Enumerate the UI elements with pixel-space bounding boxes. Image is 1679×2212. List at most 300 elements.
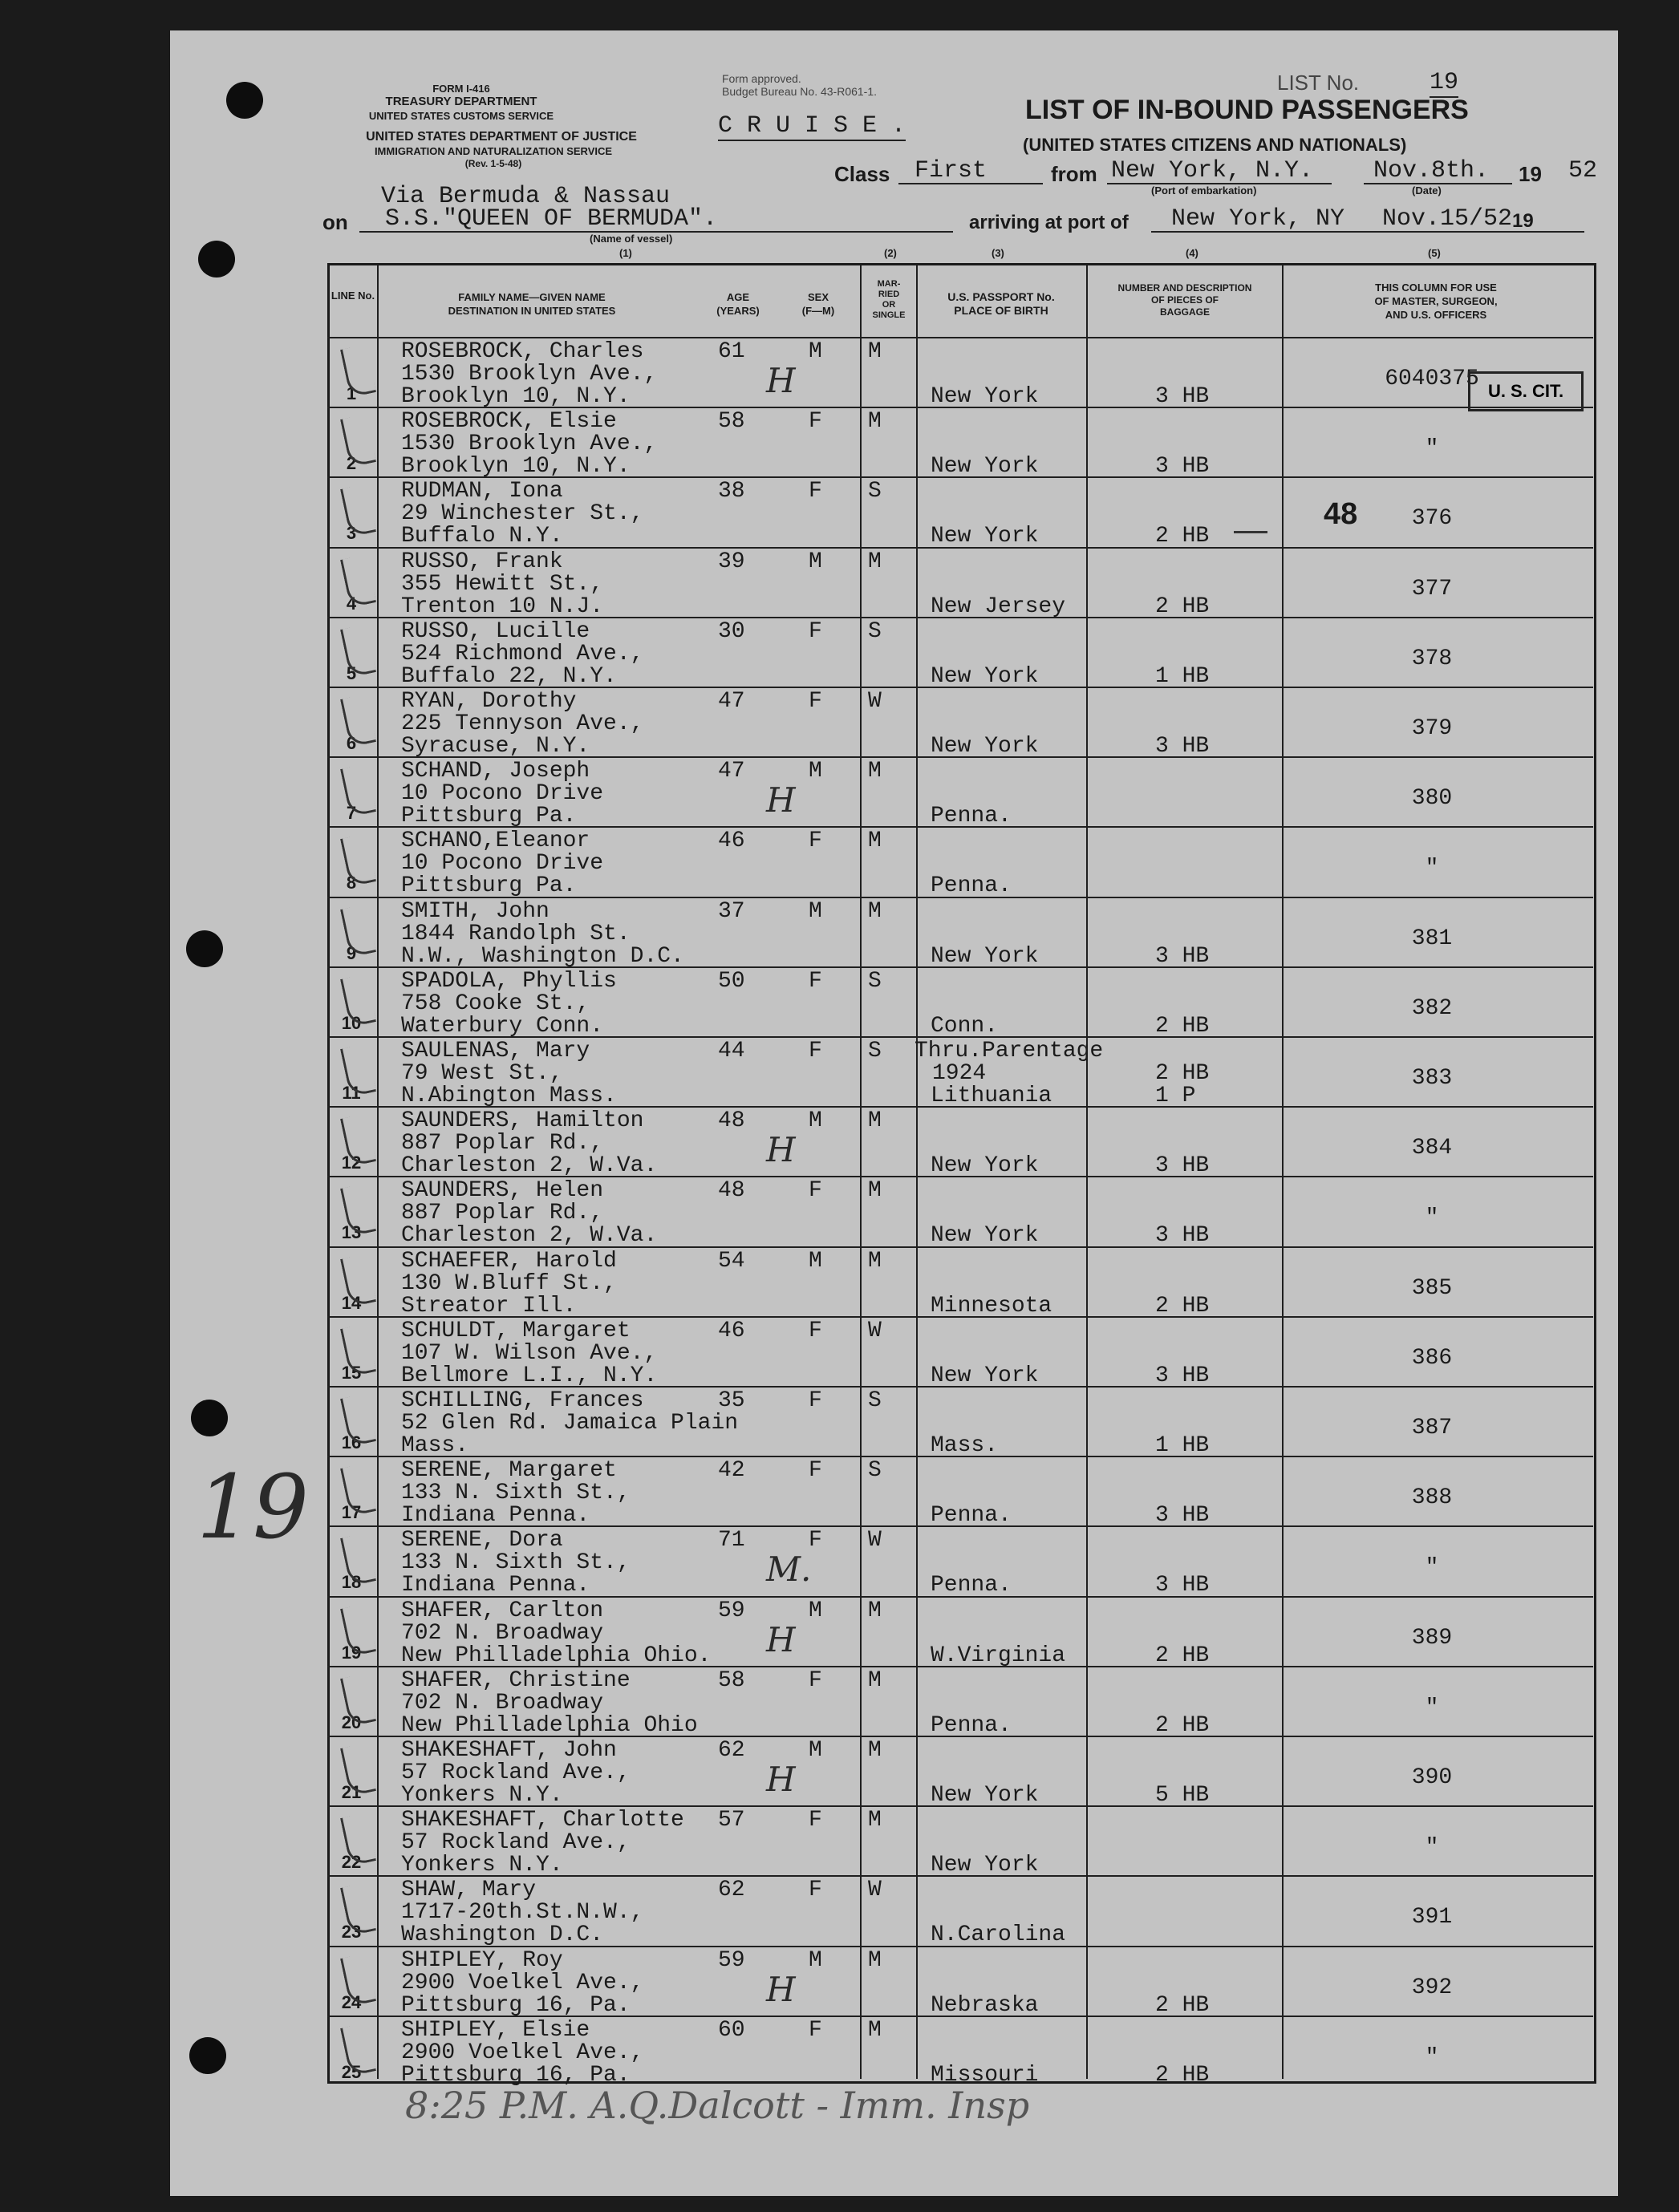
- address-city: Indiana Penna.: [401, 1573, 590, 1598]
- address-line: 130 W.Bluff St.,: [401, 1270, 617, 1296]
- address-city: Yonkers N.Y.: [401, 1853, 563, 1878]
- age-value: 38: [718, 479, 745, 504]
- passenger-name: SCHAND, Joseph: [401, 759, 590, 784]
- inspector-signature: 8:25 P.M. A.Q.Dalcott - Imm. Insp: [405, 2084, 1030, 2127]
- handwritten-mark: H: [766, 1619, 796, 1659]
- sex-value: M: [809, 339, 822, 364]
- row-divider: [327, 966, 1593, 968]
- age-value: 54: [718, 1248, 745, 1274]
- address-city: N.Abington Mass.: [401, 1084, 617, 1108]
- sex-value: F: [809, 828, 822, 854]
- marital-status: S: [868, 618, 882, 644]
- vessel-name: S.S."QUEEN OF BERMUDA".: [385, 205, 718, 233]
- address-line: 57 Rockland Ave.,: [401, 1760, 631, 1785]
- cruise-label: C R U I S E .: [718, 112, 906, 140]
- arrival-date: Nov.15/52: [1382, 205, 1513, 233]
- document-subtitle: (UNITED STATES CITIZENS AND NATIONALS): [1023, 135, 1407, 155]
- address-line: 133 N. Sixth St.,: [401, 1550, 631, 1576]
- address-line: 10 Pocono Drive: [401, 851, 604, 877]
- place-of-birth: New York: [931, 454, 1039, 480]
- punch-hole: [198, 241, 235, 278]
- officer-number: 386: [1411, 1345, 1453, 1371]
- address-line: 1717-20th.St.N.W.,: [401, 1900, 644, 1926]
- officer-number: 388: [1411, 1485, 1453, 1511]
- col-header-age: AGE (YEARS): [716, 291, 760, 317]
- place-of-birth: Penna.: [931, 1503, 1012, 1529]
- baggage-value: 2 HB: [1155, 594, 1210, 619]
- sex-value: M: [809, 1598, 822, 1623]
- marital-status: M: [868, 898, 882, 924]
- address-city: Yonkers N.Y.: [401, 1783, 563, 1808]
- age-value: 50: [718, 968, 745, 994]
- line-number: 22: [341, 1852, 362, 1873]
- punch-hole: [186, 930, 223, 967]
- marital-status: M: [868, 1248, 882, 1274]
- passenger-name: SCHILLING, Frances: [401, 1388, 644, 1413]
- embarkation-port: New York, N.Y.: [1111, 157, 1314, 184]
- passenger-name: SMITH, John: [401, 898, 550, 924]
- marital-status: M: [868, 759, 882, 784]
- address-city: Syracuse, N.Y.: [401, 734, 590, 759]
- officer-number: 387: [1411, 1416, 1453, 1440]
- address-line: 2900 Voelkel Ave.,: [401, 1970, 644, 1995]
- sex-value: F: [809, 1458, 822, 1484]
- address-city: Mass.: [401, 1433, 469, 1458]
- officer-number: 379: [1411, 716, 1453, 741]
- officer-number: 376: [1411, 506, 1453, 532]
- place-of-birth: New York: [931, 943, 1039, 969]
- dash-mark: [1234, 531, 1267, 533]
- age-value: 60: [718, 2017, 745, 2043]
- age-value: 62: [718, 1878, 745, 1903]
- address-city: Buffalo 22, N.Y.: [401, 663, 617, 689]
- address-line: 524 Richmond Ave.,: [401, 641, 644, 666]
- baggage-value: 3 HB: [1155, 943, 1210, 969]
- baggage-value: 3 HB: [1155, 384, 1210, 409]
- sex-value: M: [809, 1738, 822, 1763]
- address-city: Washington D.C.: [401, 1922, 604, 1948]
- row-divider: [327, 1596, 1593, 1598]
- row-divider: [327, 476, 1593, 478]
- age-value: 48: [718, 1178, 745, 1204]
- us-citizen-stamp: U. S. CIT.: [1468, 371, 1584, 411]
- baggage-value: 3 HB: [1155, 1223, 1210, 1249]
- passenger-name: SPADOLA, Phyllis: [401, 968, 617, 994]
- handwritten-mark: H: [766, 1969, 796, 2009]
- passenger-name: SCHULDT, Margaret: [401, 1318, 631, 1343]
- row-divider: [327, 897, 1593, 898]
- officer-number: 385: [1411, 1275, 1453, 1301]
- sex-value: F: [809, 1528, 822, 1554]
- address-line: 887 Poplar Rd.,: [401, 1201, 604, 1226]
- officer-number: ": [1425, 1205, 1439, 1231]
- col-header-name: FAMILY NAME—GIVEN NAME DESTINATION IN UNITED STATES: [448, 291, 616, 317]
- age-value: 39: [718, 549, 745, 574]
- address-city: Buffalo N.Y.: [401, 524, 563, 549]
- address-city: Brooklyn 10, N.Y.: [401, 454, 631, 480]
- passenger-name: ROSEBROCK, Elsie: [401, 409, 617, 435]
- year-value: 52: [1568, 157, 1598, 184]
- punch-hole: [189, 2037, 226, 2074]
- baggage-value: 2 HB: [1155, 1293, 1210, 1319]
- place-of-birth: New York: [931, 524, 1039, 549]
- address-city: Streator Ill.: [401, 1293, 577, 1319]
- age-value: 37: [718, 898, 745, 924]
- passenger-name: RUSSO, Lucille: [401, 618, 590, 644]
- marital-status: M: [868, 549, 882, 574]
- officer-number: ": [1425, 1695, 1439, 1720]
- marital-status: W: [868, 1318, 882, 1343]
- row-divider: [327, 756, 1593, 758]
- age-value: 46: [718, 1318, 745, 1343]
- baggage-value: 2 HB: [1155, 1712, 1210, 1738]
- row-divider: [327, 1456, 1593, 1457]
- row-divider: [327, 1106, 1593, 1108]
- row-divider: [327, 1875, 1593, 1877]
- marital-status: S: [868, 1388, 882, 1413]
- document-title: LIST OF IN-BOUND PASSENGERS: [1025, 95, 1469, 125]
- customs-service: UNITED STATES CUSTOMS SERVICE: [368, 110, 554, 122]
- age-value: 47: [718, 759, 745, 784]
- marital-status: M: [868, 1178, 882, 1204]
- address-city: Pittsburg Pa.: [401, 804, 577, 829]
- row-divider: [327, 826, 1593, 828]
- line-number: 5: [346, 662, 357, 683]
- budget-bureau: Budget Bureau No. 43-R061-1.: [722, 85, 878, 98]
- row-divider: [327, 1666, 1593, 1667]
- place-of-birth: New York: [931, 1853, 1039, 1878]
- marital-status: M: [868, 1598, 882, 1623]
- line-number: 21: [341, 1782, 362, 1802]
- year-prefix: 19: [1519, 162, 1542, 186]
- row-divider: [327, 1316, 1593, 1318]
- line-number: 12: [341, 1153, 362, 1173]
- sex-value: M: [809, 759, 822, 784]
- route-via: Via Bermuda & Nassau: [381, 183, 671, 210]
- birth-note: Thru.Parentage: [915, 1039, 1104, 1063]
- line-number: 18: [341, 1572, 362, 1593]
- officer-number: ": [1425, 856, 1439, 881]
- sex-value: F: [809, 1878, 822, 1903]
- passenger-name: SHAKESHAFT, John: [401, 1738, 617, 1763]
- col-header-officers: THIS COLUMN FOR USE OF MASTER, SURGEON, AND U.S. OFFICERS: [1374, 282, 1498, 321]
- passenger-name: SHAKESHAFT, Charlotte: [401, 1808, 684, 1833]
- col-header-passport: U.S. PASSPORT No. PLACE OF BIRTH: [947, 290, 1055, 317]
- officer-number: 377: [1411, 576, 1453, 602]
- form-approved: Form approved.: [722, 72, 801, 85]
- line-number: 3: [346, 523, 357, 544]
- baggage-value: 2 HB: [1155, 2062, 1210, 2088]
- sex-value: M: [809, 1108, 822, 1134]
- class-label: Class: [834, 162, 890, 186]
- row-divider: [327, 547, 1593, 549]
- line-number: 17: [341, 1502, 362, 1523]
- list-no-label: LIST No.: [1277, 71, 1360, 95]
- officer-number: ": [1425, 1555, 1439, 1581]
- row-divider: [327, 617, 1593, 618]
- row-divider: [327, 1736, 1593, 1737]
- passenger-name: SCHANO,Eleanor: [401, 828, 590, 854]
- baggage-value: 1 HB: [1155, 663, 1210, 689]
- sex-value: F: [809, 1039, 822, 1063]
- officer-number: 380: [1411, 786, 1453, 812]
- embarkation-date: Nov.8th.: [1373, 157, 1490, 184]
- officer-number: 381: [1411, 926, 1453, 951]
- officer-number: ": [1425, 436, 1439, 462]
- officer-number: 382: [1411, 995, 1453, 1021]
- passenger-name: SERENE, Dora: [401, 1528, 563, 1554]
- age-value: 59: [718, 1947, 745, 1973]
- passenger-name: SAUNDERS, Hamilton: [401, 1108, 644, 1134]
- place-of-birth: New York: [931, 1223, 1039, 1249]
- form-number: FORM I-416: [432, 83, 490, 95]
- sex-value: M: [809, 1248, 822, 1274]
- line-number: 19: [341, 1642, 362, 1663]
- marital-status: M: [868, 1947, 882, 1973]
- baggage-value: 2 HB: [1155, 1061, 1210, 1086]
- line-number: 7: [346, 803, 357, 824]
- address-line: 1844 Randolph St.: [401, 921, 631, 946]
- row-divider: [327, 407, 1593, 408]
- list-number: 19: [1430, 69, 1459, 96]
- row-divider: [327, 687, 1593, 688]
- address-line: 225 Tennyson Ave.,: [401, 711, 644, 736]
- address-city: New Philladelphia Ohio: [401, 1712, 698, 1738]
- address-line: 79 West St.,: [401, 1061, 563, 1086]
- marital-status: M: [868, 409, 882, 435]
- age-value: 57: [718, 1808, 745, 1833]
- passenger-name: SAUNDERS, Helen: [401, 1178, 604, 1204]
- passenger-name: SAULENAS, Mary: [401, 1039, 590, 1063]
- sex-value: F: [809, 1178, 822, 1204]
- passenger-name: SERENE, Margaret: [401, 1458, 617, 1484]
- handwritten-mark: H: [766, 780, 796, 820]
- officer-number: 390: [1411, 1765, 1453, 1790]
- marital-status: S: [868, 1458, 882, 1484]
- margin-handwritten-19: 19: [197, 1456, 309, 1558]
- place-of-birth: N.Carolina: [931, 1922, 1066, 1948]
- baggage-value: 3 HB: [1155, 1503, 1210, 1529]
- passenger-name: SCHAEFER, Harold: [401, 1248, 617, 1274]
- row-divider: [327, 1036, 1593, 1038]
- age-value: 35: [718, 1388, 745, 1413]
- line-number: 4: [346, 593, 357, 614]
- baggage-value: 3 HB: [1155, 454, 1210, 480]
- marital-status: M: [868, 1808, 882, 1833]
- baggage-value: 2 HB: [1155, 524, 1210, 549]
- class-value: First: [915, 157, 988, 184]
- line-number: 20: [341, 1712, 362, 1732]
- age-value: 58: [718, 1667, 745, 1693]
- address-line: 1530 Brooklyn Ave.,: [401, 431, 658, 457]
- age-value: 47: [718, 689, 745, 714]
- address-line: 355 Hewitt St.,: [401, 571, 604, 597]
- treasury-department: TREASURY DEPARTMENT: [385, 95, 537, 108]
- officer-number: 389: [1411, 1625, 1453, 1651]
- col-header-married: MAR- RIED OR SINGLE: [872, 279, 906, 320]
- marital-status: M: [868, 1108, 882, 1134]
- col-number-5: (5): [1428, 247, 1441, 259]
- address-line: 107 W. Wilson Ave.,: [401, 1340, 658, 1366]
- row-divider: [327, 1805, 1593, 1807]
- row-divider: [327, 2016, 1593, 2017]
- sex-value: F: [809, 2017, 822, 2043]
- col-number-1: (1): [619, 247, 632, 259]
- sex-value: F: [809, 1808, 822, 1833]
- officer-number: ": [1425, 1835, 1439, 1861]
- passenger-name: SHAFER, Christine: [401, 1667, 631, 1693]
- address-city: Pittsburg 16, Pa.: [401, 1992, 631, 2018]
- officer-number: ": [1425, 2044, 1439, 2070]
- address-city: Charleston 2, W.Va.: [401, 1153, 658, 1179]
- baggage-value: 3 HB: [1155, 1363, 1210, 1388]
- place-of-birth: New York: [931, 1783, 1039, 1808]
- address-city: Trenton 10 N.J.: [401, 594, 604, 619]
- col-header-line-no: LINE No.: [331, 290, 375, 302]
- marital-status: W: [868, 689, 882, 714]
- place-of-birth: New York: [931, 1153, 1039, 1179]
- sex-value: F: [809, 968, 822, 994]
- sex-value: F: [809, 1318, 822, 1343]
- line-number: 23: [341, 1922, 362, 1943]
- baggage-value: 3 HB: [1155, 1153, 1210, 1179]
- age-value: 44: [718, 1039, 745, 1063]
- age-value: 58: [718, 409, 745, 435]
- sex-value: F: [809, 479, 822, 504]
- baggage-value: 2 HB: [1155, 1992, 1210, 2018]
- ins-service: IMMIGRATION AND NATURALIZATION SERVICE: [374, 145, 613, 157]
- age-value: 46: [718, 828, 745, 854]
- punch-hole: [191, 1400, 228, 1436]
- passenger-name: RYAN, Dorothy: [401, 689, 577, 714]
- baggage-value: 1 P: [1155, 1084, 1196, 1108]
- annotation-48: 48: [1324, 497, 1358, 531]
- place-of-birth: New York: [931, 663, 1039, 689]
- address-line: 702 N. Broadway: [401, 1620, 604, 1646]
- line-number: 9: [346, 942, 357, 963]
- department-of-justice: UNITED STATES DEPARTMENT OF JUSTICE: [366, 130, 637, 144]
- place-of-birth: Penna.: [931, 1573, 1012, 1598]
- passenger-name: SHAW, Mary: [401, 1878, 537, 1903]
- officer-number: 6040375: [1385, 367, 1479, 391]
- age-value: 71: [718, 1528, 745, 1554]
- col-header-baggage: NUMBER AND DESCRIPTION OF PIECES OF BAGGAGE: [1117, 282, 1252, 318]
- sex-value: M: [809, 898, 822, 924]
- officer-number: 383: [1411, 1066, 1453, 1091]
- address-city: Indiana Penna.: [401, 1503, 590, 1529]
- address-line: 2900 Voelkel Ave.,: [401, 2040, 644, 2065]
- address-line: 133 N. Sixth St.,: [401, 1481, 631, 1506]
- address-line: 1530 Brooklyn Ave.,: [401, 362, 658, 387]
- officer-number: 392: [1411, 1975, 1453, 2000]
- marital-status: M: [868, 1738, 882, 1763]
- on-label: on: [322, 210, 348, 234]
- place-of-birth: Minnesota: [931, 1293, 1052, 1319]
- address-city: N.W., Washington D.C.: [401, 943, 684, 969]
- passenger-name: SHIPLEY, Elsie: [401, 2017, 590, 2043]
- line-number: 24: [341, 1991, 362, 2012]
- officer-number: 384: [1411, 1136, 1453, 1161]
- sex-value: F: [809, 1388, 822, 1413]
- age-value: 42: [718, 1458, 745, 1484]
- arrival-port: New York, NY: [1171, 205, 1345, 233]
- birth-year: 1924: [932, 1061, 987, 1086]
- baggage-value: 1 HB: [1155, 1433, 1210, 1458]
- address-line: 10 Pocono Drive: [401, 781, 604, 807]
- line-number: 6: [346, 733, 357, 753]
- handwritten-mark: H: [766, 361, 796, 400]
- passenger-name: SHAFER, Carlton: [401, 1598, 604, 1623]
- marital-status: S: [868, 968, 882, 994]
- marital-status: M: [868, 1667, 882, 1693]
- vessel-caption: (Name of vessel): [590, 233, 673, 245]
- sex-value: M: [809, 1947, 822, 1973]
- col-number-2: (2): [884, 247, 897, 259]
- handwritten-mark: M.: [766, 1550, 812, 1590]
- arrival-underline: [1151, 231, 1584, 233]
- place-of-birth: New York: [931, 384, 1039, 409]
- officer-number: 391: [1411, 1905, 1453, 1930]
- sex-value: F: [809, 1667, 822, 1693]
- marital-status: S: [868, 479, 882, 504]
- place-of-birth: New York: [931, 734, 1039, 759]
- baggage-value: 2 HB: [1155, 1643, 1210, 1668]
- marital-status: W: [868, 1528, 882, 1554]
- place-of-birth: Penna.: [931, 1712, 1012, 1738]
- address-city: Charleston 2, W.Va.: [401, 1223, 658, 1249]
- line-number: 14: [341, 1292, 362, 1313]
- address-line: 52 Glen Rd. Jamaica Plain: [401, 1411, 739, 1436]
- arriving-label: arriving at port of: [969, 212, 1129, 233]
- place-of-birth: Penna.: [931, 873, 1012, 899]
- sex-value: F: [809, 409, 822, 435]
- baggage-value: 3 HB: [1155, 1573, 1210, 1598]
- place-of-birth: New York: [931, 1363, 1039, 1388]
- place-of-birth: Penna.: [931, 804, 1012, 829]
- place-of-birth: Lithuania: [931, 1084, 1052, 1108]
- address-city: Pittsburg 16, Pa.: [401, 2062, 631, 2088]
- age-value: 62: [718, 1738, 745, 1763]
- handwritten-mark: H: [766, 1130, 796, 1170]
- handwritten-mark: H: [766, 1760, 796, 1799]
- date-caption: (Date): [1412, 184, 1442, 196]
- passenger-name: RUSSO, Frank: [401, 549, 563, 574]
- marital-status: S: [868, 1039, 882, 1063]
- place-of-birth: W.Virginia: [931, 1643, 1066, 1668]
- marital-status: M: [868, 828, 882, 854]
- from-label: from: [1051, 162, 1097, 186]
- place-of-birth: Nebraska: [931, 1992, 1039, 2018]
- age-value: 61: [718, 339, 745, 364]
- line-number: 13: [341, 1222, 362, 1243]
- baggage-value: 2 HB: [1155, 1013, 1210, 1039]
- officer-number: 378: [1411, 646, 1453, 671]
- sex-value: M: [809, 549, 822, 574]
- revision: (Rev. 1-5-48): [464, 158, 522, 169]
- address-city: Brooklyn 10, N.Y.: [401, 384, 631, 409]
- line-number: 16: [341, 1432, 362, 1452]
- marital-status: M: [868, 2017, 882, 2043]
- marital-status: M: [868, 339, 882, 364]
- place-of-birth: New Jersey: [931, 594, 1066, 619]
- address-line: 702 N. Broadway: [401, 1690, 604, 1716]
- address-city: Bellmore L.I., N.Y.: [401, 1363, 658, 1388]
- age-value: 48: [718, 1108, 745, 1134]
- line-number: 15: [341, 1362, 362, 1383]
- address-line: 758 Cooke St.,: [401, 991, 590, 1016]
- baggage-value: 3 HB: [1155, 734, 1210, 759]
- address-line: 29 Winchester St.,: [401, 501, 644, 527]
